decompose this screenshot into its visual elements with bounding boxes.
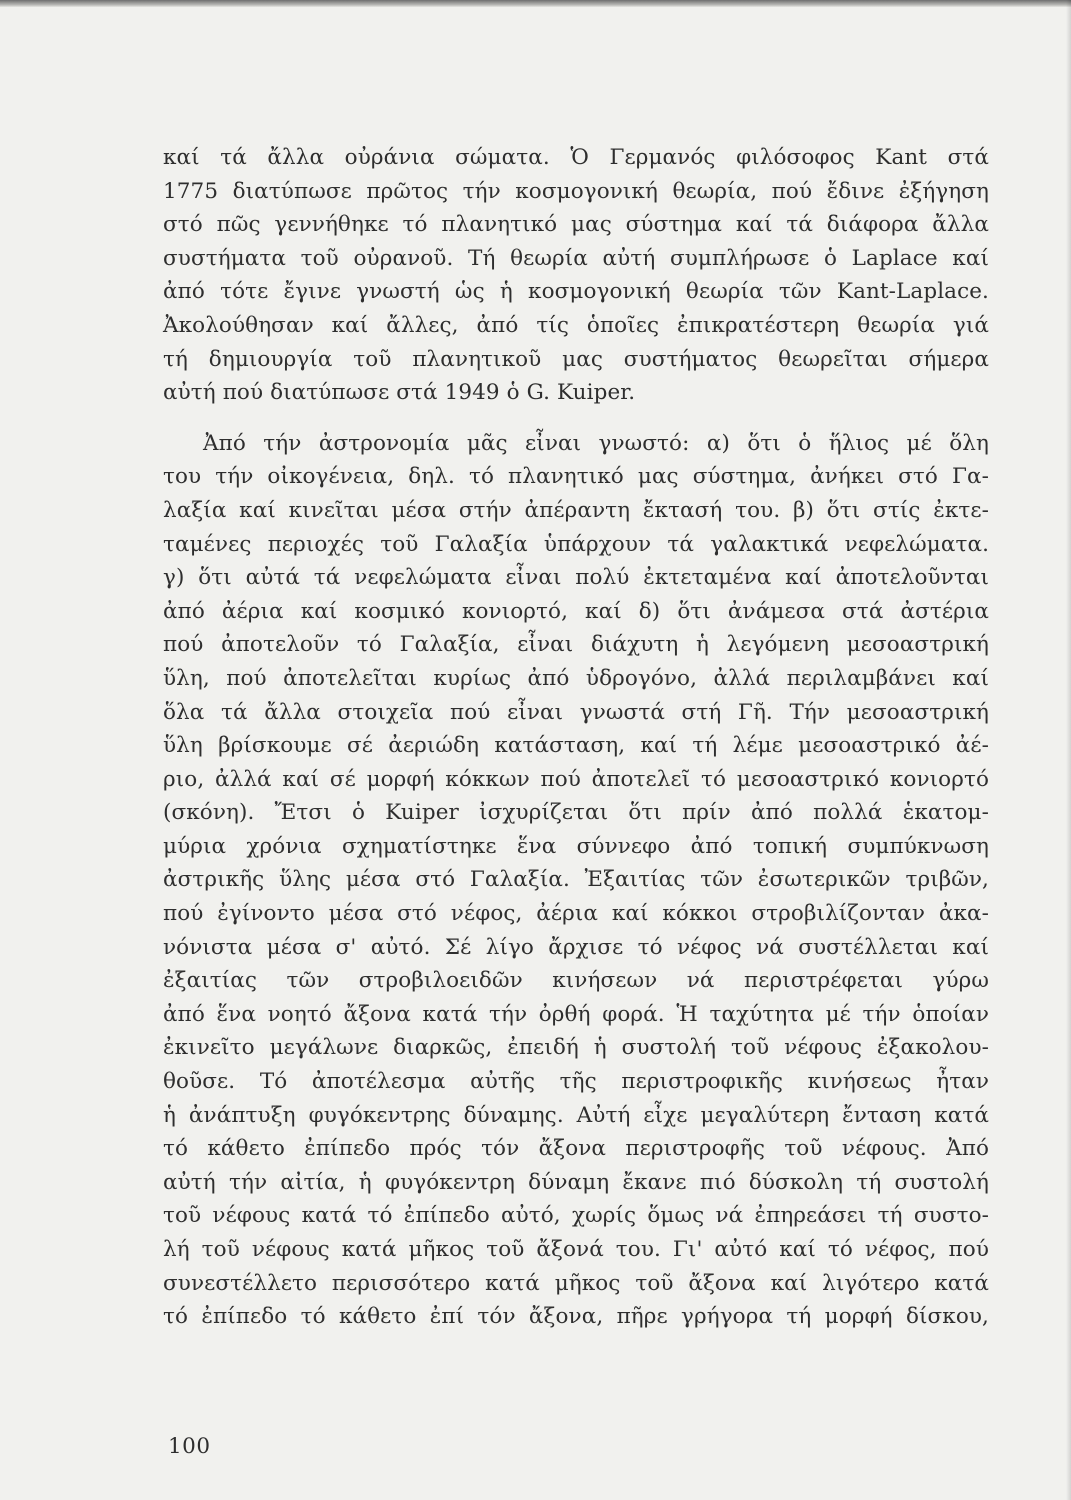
text-line: ὕλη βρίσκουμε σέ ἀεριώδη κατάσταση, καί τή λέμε μεσοαστρικό ἀέ- — [163, 733, 989, 759]
text-line: νόνιστα μέσα σ' αὐτό. Σέ λίγο ἄρχισε τό νέφος νά συστέλλεται καί — [163, 934, 989, 960]
text-line: συστήματα τοῦ οὐρανοῦ. Τή θεωρία αὐτή συμπλήρωσε ὁ Laplace καί — [163, 245, 989, 271]
text-line: ἀπό τότε ἔγινε γνωστή ὡς ἡ κοσμογονική θεωρία τῶν Kant-Laplace. — [163, 279, 989, 305]
text-line: (σκόνη). Ἔτσι ὁ Kuiper ἰσχυρίζεται ὅτι πρίν ἀπό πολλά ἑκατομ- — [163, 800, 989, 826]
text-line: πού ἐγίνοντο μέσα στό νέφος, ἀέρια καί κόκκοι στροβιλίζονταν ἀκα- — [163, 901, 989, 927]
text-line: ἀπό ἀέρια καί κοσμικό κονιορτό, καί δ) ὅτι ἀνάμεσα στά ἀστέρια — [163, 598, 989, 624]
scan-top-edge — [0, 0, 1071, 7]
text-line: ταμένες περιοχές τοῦ Γαλαξία ὑπάρχουν τά γαλακτικά νεφελώματα. — [163, 531, 989, 557]
text-line: ἀστρικῆς ὕλης μέσα στό Γαλαξία. Ἐξαιτίας τῶν ἐσωτερικῶν τριβῶν, — [163, 867, 989, 893]
text-line: ἀπό ἕνα νοητό ἄξονα κατά τήν ὀρθή φορά. Ἡ ταχύτητα μέ τήν ὁποίαν — [163, 1001, 989, 1027]
text-line: του τήν οἰκογένεια, δηλ. τό πλανητικό μας σύστημα, ἀνήκει στό Γα- — [163, 464, 989, 490]
text-line: καί τά ἄλλα οὐράνια σώματα. Ὁ Γερμανός φιλόσοφος Kant στά — [163, 145, 989, 170]
text-line: αὐτή τήν αἰτία, ἡ φυγόκεντρη δύναμη ἔκανε πιό δύσκολη τή συστολή — [163, 1169, 989, 1195]
text-line: στό πῶς γεννήθηκε τό πλανητικό μας σύστημα καί τά διάφορα ἄλλα — [163, 212, 989, 238]
text-line: τή δημιουργία τοῦ πλανητικοῦ μας συστήματος θεωρεῖται σήμερα — [163, 346, 989, 372]
text-line: πού ἀποτελοῦν τό Γαλαξία, εἶναι διάχυτη ἡ λεγόμενη μεσοαστρική — [163, 632, 989, 658]
text-line: θοῦσε. Τό ἀποτέλεσμα αὐτῆς τῆς περιστροφικῆς κινήσεως ἦταν — [163, 1069, 989, 1095]
text-line: Ἀπό τήν ἀστρονομία μᾶς εἶναι γνωστό: α) ὅτι ὁ ἥλιος μέ ὅλη — [203, 430, 989, 456]
text-line: λή τοῦ νέφους κατά μῆκος τοῦ ἄξονά του. Γι' αὐτό καί τό νέφος, πού — [163, 1237, 989, 1262]
scan-right-edge — [1066, 0, 1071, 1500]
text-line: ἐξαιτίας τῶν στροβιλοειδῶν κινήσεων νά περιστρέφεται γύρω — [163, 968, 989, 994]
page-body — [163, 141, 989, 1334]
text-line: ἡ ἀνάπτυξη φυγόκεντρης δύναμης. Αὐτή εἶχε μεγαλύτερη ἔνταση κατά — [163, 1102, 989, 1128]
text-line: ὅλα τά ἄλλα στοιχεῖα πού εἶναι γνωστά στή Γῆ. Τήν μεσοαστρική — [163, 699, 989, 725]
text-line: 1775 διατύπωσε πρῶτος τήν κοσμογονική θεωρία, πού ἔδινε ἐξήγηση — [163, 178, 989, 204]
text-line: τό ἐπίπεδο τό κάθετο ἐπί τόν ἄξονα, πῆρε γρήγορα τή μορφή δίσκου, — [163, 1304, 989, 1330]
text-line: Ἀκολούθησαν καί ἄλλες, ἀπό τίς ὁποῖες ἐπικρατέστερη θεωρία γιά — [163, 312, 989, 338]
text-line: ριο, ἀλλά καί σέ μορφή κόκκων πού ἀποτελεῖ τό μεσοαστρικό κονιορτό — [163, 766, 989, 792]
text-line: μύρια χρόνια σχηματίστηκε ἕνα σύννεφο ἀπό τοπική συμπύκνωση — [163, 833, 989, 859]
paragraph-2 — [163, 427, 989, 1334]
text-line: γ) ὅτι αὐτά τά νεφελώματα εἶναι πολύ ἐκτεταμένα καί ἀποτελοῦνται — [163, 565, 989, 591]
text-line: τοῦ νέφους κατά τό ἐπίπεδο αὐτό, χωρίς ὅμως νά ἐπηρεάσει τή συστο- — [163, 1203, 989, 1229]
text-line: τό κάθετο ἐπίπεδο πρός τόν ἄξονα περιστροφῆς τοῦ νέφους. Ἀπό — [163, 1136, 989, 1162]
text-line: ἐκινεῖτο μεγάλωνε διαρκῶς, ἐπειδή ἡ συστολή τοῦ νέφους ἐξακολου- — [163, 1035, 989, 1061]
text-line: αὐτή πού διατύπωσε στά 1949 ὁ G. Kuiper. — [163, 380, 636, 406]
page-number: 100 — [168, 1434, 211, 1459]
text-line: ὕλη, πού ἀποτελεῖται κυρίως ἀπό ὑδρογόνο, ἀλλά περιλαμβάνει καί — [163, 665, 989, 691]
text-line: συνεστέλλετο περισσότερο κατά μῆκος τοῦ ἄξονα καί λιγότερο κατά — [163, 1270, 989, 1296]
paragraph-1 — [163, 141, 989, 410]
text-line: λαξία καί κινεῖται μέσα στήν ἀπέραντη ἔκτασή του. β) ὅτι στίς ἐκτε- — [163, 497, 989, 523]
